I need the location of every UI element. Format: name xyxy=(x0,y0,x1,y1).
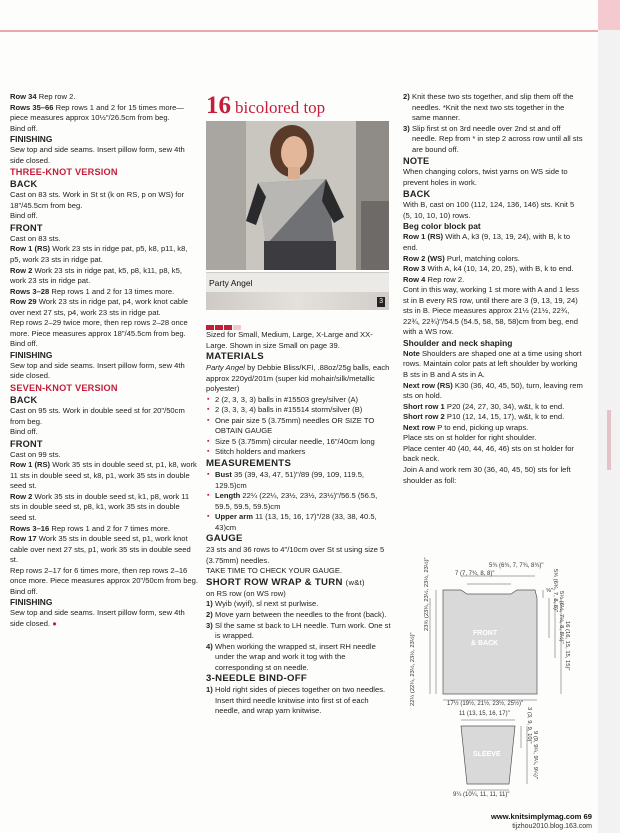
finishing-heading: FINISHING xyxy=(10,349,53,360)
instruction-text: Sew top and side seams. Insert pillow form, sew 4th side closed. xyxy=(10,360,185,381)
instruction-text: Cast on 83 sts. xyxy=(10,233,61,243)
schematic-left-dim-1: 23¾ (23¾, 23½, 23½, 23½)" xyxy=(424,557,430,631)
sizes-text: Sized for Small, Medium, Large, X-Large and XX-Large. Shown in size Small on page 39. xyxy=(206,330,373,350)
instruction-row: Row 17 Work 35 sts in double seed st, p1, work knot cable over next 27 sts, p1, work 35 sts in double seed st. xyxy=(10,534,191,565)
instruction-text: Bind off. xyxy=(10,123,38,133)
instruction-row: Next row (RS) K30 (36, 40, 45, 50), turn, leaving rem sts on hold. xyxy=(403,380,583,401)
bind-off-heading: 3-NEEDLE BIND-OFF xyxy=(206,673,308,685)
instruction-text: Cast on 99 sts. xyxy=(10,449,61,459)
instruction-row: Rows 3–28 Rep rows 1 and 2 for 13 times more. xyxy=(10,286,175,296)
instruction-text: Cast on 83 sts. Work in St st (k on RS, p on WS) for 18"/45.5cm from beg. xyxy=(10,190,185,210)
instruction-row: Row 3 With A, k4 (10, 14, 20, 25), with B, k to end. xyxy=(403,264,574,274)
instruction-row: Row 4 Rep row 2. xyxy=(403,274,465,284)
measurements-heading: MEASUREMENTS xyxy=(206,458,292,470)
top-rule xyxy=(0,30,620,32)
gauge-note: TAKE TIME TO CHECK YOUR GAUGE. xyxy=(206,566,343,576)
yarn-name: Party Angel xyxy=(209,278,253,288)
three-knot-heading: THREE-KNOT VERSION xyxy=(10,167,118,178)
list-item: ▪ Length 22¼ (22¼, 23½, 23½, 23½)"/56.5 (56.5, 59.5, 59.5, 59.5)cm xyxy=(206,491,394,512)
instruction-text: Bind off. xyxy=(10,339,38,349)
shoulder-heading: Shoulder and neck shaping xyxy=(403,337,513,348)
instruction-row: Row 34 Rep row 2. xyxy=(10,92,76,101)
finishing-heading: FINISHING xyxy=(10,597,53,608)
schematic-sleeve-right-1: 3 (3, 9, 9, 10)" xyxy=(526,707,532,744)
instruction-text: Place center 40 (40, 44, 46, 46) sts on st holder for back neck. xyxy=(403,443,574,464)
bind-off-steps-cont xyxy=(403,92,583,155)
site-url[interactable]: www.knitsimplymag.com xyxy=(490,812,582,821)
list-item: ▪ One pair size 5 (3.75mm) needles OR SIZE TO OBTAIN GAUGE xyxy=(206,416,394,437)
finishing-heading: FINISHING xyxy=(10,134,53,145)
instruction-text: Place sts on st holder for right shoulder. xyxy=(403,433,537,443)
note-text: When changing colors, twist yarns on WS side to prevent holes in work. xyxy=(403,167,568,187)
list-item: ▪ Size 5 (3.75mm) circular needle, 16"/40cm long xyxy=(206,437,394,448)
pattern-number: 16 xyxy=(206,92,231,119)
schematic-neck-width: 7 (7, 7¾, 8, 8)" xyxy=(455,571,495,577)
back-heading: BACK xyxy=(403,189,431,200)
yarn-caption xyxy=(206,272,389,310)
instruction-row: Row 1 (RS) Work 23 sts in ridge pat, p5, k8, p11, k8, p5, work 23 sts in ridge pat. xyxy=(10,244,188,265)
end-mark-icon: ● xyxy=(52,618,57,628)
short-row-steps xyxy=(206,599,394,673)
schematic-right-dim-a: ⅝" xyxy=(546,588,553,594)
list-item: ▪ 2 (2, 3, 3, 3) balls in #15503 grey/silver (A) xyxy=(206,395,394,406)
list-item: 2) Move yarn between the needles to the front (back). xyxy=(206,610,387,620)
list-item: ▪ 2 (3, 3, 3, 4) balls in #15514 storm/silver (B) xyxy=(206,405,394,416)
measurements-list xyxy=(206,470,394,533)
instruction-row: Note Shoulders are shaped one at a time using short rows. Maintain color pats at left shoulder by working B sts in B and A sts in A. xyxy=(403,348,582,380)
color-block-heading: Beg color block pat xyxy=(403,221,481,232)
gauge-heading: GAUGE xyxy=(206,533,243,545)
instruction-row: Rows 3–16 Rep rows 1 and 2 for 7 times more. xyxy=(10,523,170,533)
list-item: 1) Hold right sides of pieces together on two needles. Insert third needle knitwise into first st of each needle, and wrap yarn knitwise. xyxy=(206,685,386,716)
pattern-title xyxy=(206,92,325,120)
instruction-text: With B, cast on 100 (112, 124, 136, 146) sts. Knit 5 (5, 10, 10, 10) rows. xyxy=(403,200,575,220)
instruction-row: Row 1 (RS) Work 35 sts in double seed st, p1, k8, work 11 sts in double seed st, k8, p1, work 35 sts in double seed st. xyxy=(10,460,197,491)
instruction-row: Short row 1 P20 (24, 27, 30, 34), w&t, k to end. xyxy=(403,401,565,411)
page-footer xyxy=(491,812,592,831)
materials-list xyxy=(206,395,394,458)
list-item: ▪ Bust 35 (39, 43, 47, 51)"/89 (99, 109, 119.5, 129.5)cm xyxy=(206,470,394,491)
instruction-row: Row 2 Work 23 sts in ridge pat, k5, p8, k11, p8, k5, work 23 sts in ridge pat. xyxy=(10,265,182,286)
list-item: 2) Knit these two sts together, and slip them off the needles. *Knit the next two sts together in the same manner. xyxy=(403,92,574,123)
schematic-top-width: 5¾ (6¾, 7, 7¾, 8¾)" xyxy=(489,563,544,569)
front-heading: FRONT xyxy=(10,222,43,233)
schematic-right-dim-c: 5½ (6½, 7½, 8, 8½)" xyxy=(558,591,564,644)
yarn-page-badge: 3 xyxy=(379,298,383,305)
schematic-back-label: & BACK xyxy=(471,640,499,647)
instruction-text: Rep rows 2–29 twice more, then rep rows 2–28 once more. Piece measures approx 18"/45.5cm from beg. xyxy=(10,318,188,338)
instruction-row: Short row 2 P10 (12, 14, 15, 17), w&t, k to end. xyxy=(403,412,565,422)
back-heading: BACK xyxy=(10,395,38,406)
list-item: 3) Slip first st on 3rd needle over 2nd st and off needle. Rep from * in step 2 across row until all sts are bound off. xyxy=(403,123,583,154)
short-row-heading: SHORT ROW WRAP & TURN (w&t) xyxy=(206,576,365,588)
model-photo-illustration xyxy=(206,121,389,270)
instruction-row: Row 29 Work 23 sts in ridge pat, p4, work knot cable over next 27 sts, p4, work 23 sts in ridge pat. xyxy=(10,297,188,317)
bind-off-steps xyxy=(206,685,394,717)
note-heading: NOTE xyxy=(403,156,430,167)
instruction-row: Row 2 Work 35 sts in double seed st, k1, p8, work 11 sts in double seed st, p8, k1, work 35 sts in double seed st. xyxy=(10,491,190,522)
instruction-text: Bind off. xyxy=(10,427,38,437)
instruction-text: Bind off. xyxy=(10,211,38,221)
pattern-name: bicolored top xyxy=(235,98,326,117)
back-heading: BACK xyxy=(10,179,38,190)
instruction-text: Cont in this way, working 1 st more with A and 1 less st in B every RS row, until there are 3 (9, 13, 19, 24) sts in B. Piece measures approx 21½ (21½, 22¾, 22¾, 22¾)"/54.5 (54.5, 58, 58, 58)cm from beg, end with a WS row. xyxy=(403,285,579,337)
instruction-text: Join A and work rem 30 (36, 40, 45, 50) sts for left shoulder as foll: xyxy=(403,464,571,485)
column-right xyxy=(403,92,583,486)
instruction-row: Row 1 (RS) With A, k3 (9, 13, 19, 24), with B, k to end. xyxy=(403,232,571,253)
instruction-text: Sew top and side seams. Insert pillow form, sew 4th side closed. ● xyxy=(10,608,185,628)
instruction-text: Rep rows 2–17 for 6 times more, then rep rows 2–16 once more. Piece measures approx 20"/50cm from beg. xyxy=(10,565,198,586)
right-edge-mark xyxy=(607,410,611,470)
schematic-front-label: FRONT xyxy=(473,630,498,637)
gauge-text: 23 sts and 36 rows to 4"/10cm over St st using size 5 (3.75mm) needles. xyxy=(206,545,385,565)
front-heading: FRONT xyxy=(10,438,43,449)
instruction-row: Row 2 (WS) Purl, matching colors. xyxy=(403,253,520,263)
column-left xyxy=(10,92,198,629)
schematic-sleeve-top: 11 (13, 15, 16, 17)" xyxy=(459,711,510,717)
list-item: 3) Sl the same st back to LH needle. Turn work. One st is wrapped. xyxy=(206,620,391,641)
list-item: 4) When working the wrapped st, insert RH needle under the wrap and work it tog with the corresponding st on needle. xyxy=(206,641,376,672)
instruction-text: Cast on 95 sts. Work in double seed st for 20"/50cm from beg. xyxy=(10,406,185,426)
list-item: ▪ Stitch holders and markers xyxy=(206,447,394,458)
schematic-bottom-width: 17½ (19½, 21½, 23½, 25½)" xyxy=(447,701,524,707)
instruction-text: Bind off. xyxy=(10,586,38,596)
page-number: 69 xyxy=(583,812,592,821)
schematic-sleeve-right-2: 9 (9, 9¼, 9¼, 9¼)" xyxy=(532,731,538,779)
schematic-right-dim-b: 5¾ (6¾, 7, 8, 8)" xyxy=(552,569,558,612)
schematic-sleeve-bottom: 9¼ (10¼, 11, 11, 11)" xyxy=(453,792,510,798)
right-edge-tab-top xyxy=(598,0,620,30)
column-middle xyxy=(206,330,394,717)
instruction-row: Next row P to end, picking up wraps. xyxy=(403,422,529,432)
instruction-text: Sew top and side seams. Insert pillow form, sew 4th side closed. xyxy=(10,145,185,165)
schematic-sleeve-label: SLEEVE xyxy=(473,751,501,758)
list-item: 1) Wyib (wyif), sl next st purlwise. xyxy=(206,599,319,609)
skill-level-indicator xyxy=(206,317,246,323)
short-row-subtitle: on RS row (on WS row) xyxy=(206,588,286,598)
seven-knot-heading: SEVEN-KNOT VERSION xyxy=(10,383,118,394)
schematic-right-dim-d: 16 (16, 15, 15, 15)" xyxy=(564,621,570,671)
materials-text: Party Angel by Debbie Bliss/KFI, .88oz/25g balls, each approx 220yd/201m (super kid mohair/silk/metallic polyester) xyxy=(206,363,390,394)
instruction-row: Rows 35–66 Rep rows 1 and 2 for 15 times more—piece measures approx 10½"/26.5cm from beg. xyxy=(10,102,184,123)
yarn-swatch xyxy=(206,292,389,310)
schematic-left-dim-2: 22¼ (22¼, 23½, 23½, 23½)" xyxy=(410,632,416,706)
blog-watermark: tijzhou2010.blog.163.com xyxy=(512,823,592,830)
schematic-diagram xyxy=(403,558,583,808)
model-photo xyxy=(206,121,389,270)
materials-heading: MATERIALS xyxy=(206,351,264,363)
list-item: ▪ Upper arm 11 (13, 15, 16, 17)"/28 (33, 38, 40.5, 43)cm xyxy=(206,512,394,533)
